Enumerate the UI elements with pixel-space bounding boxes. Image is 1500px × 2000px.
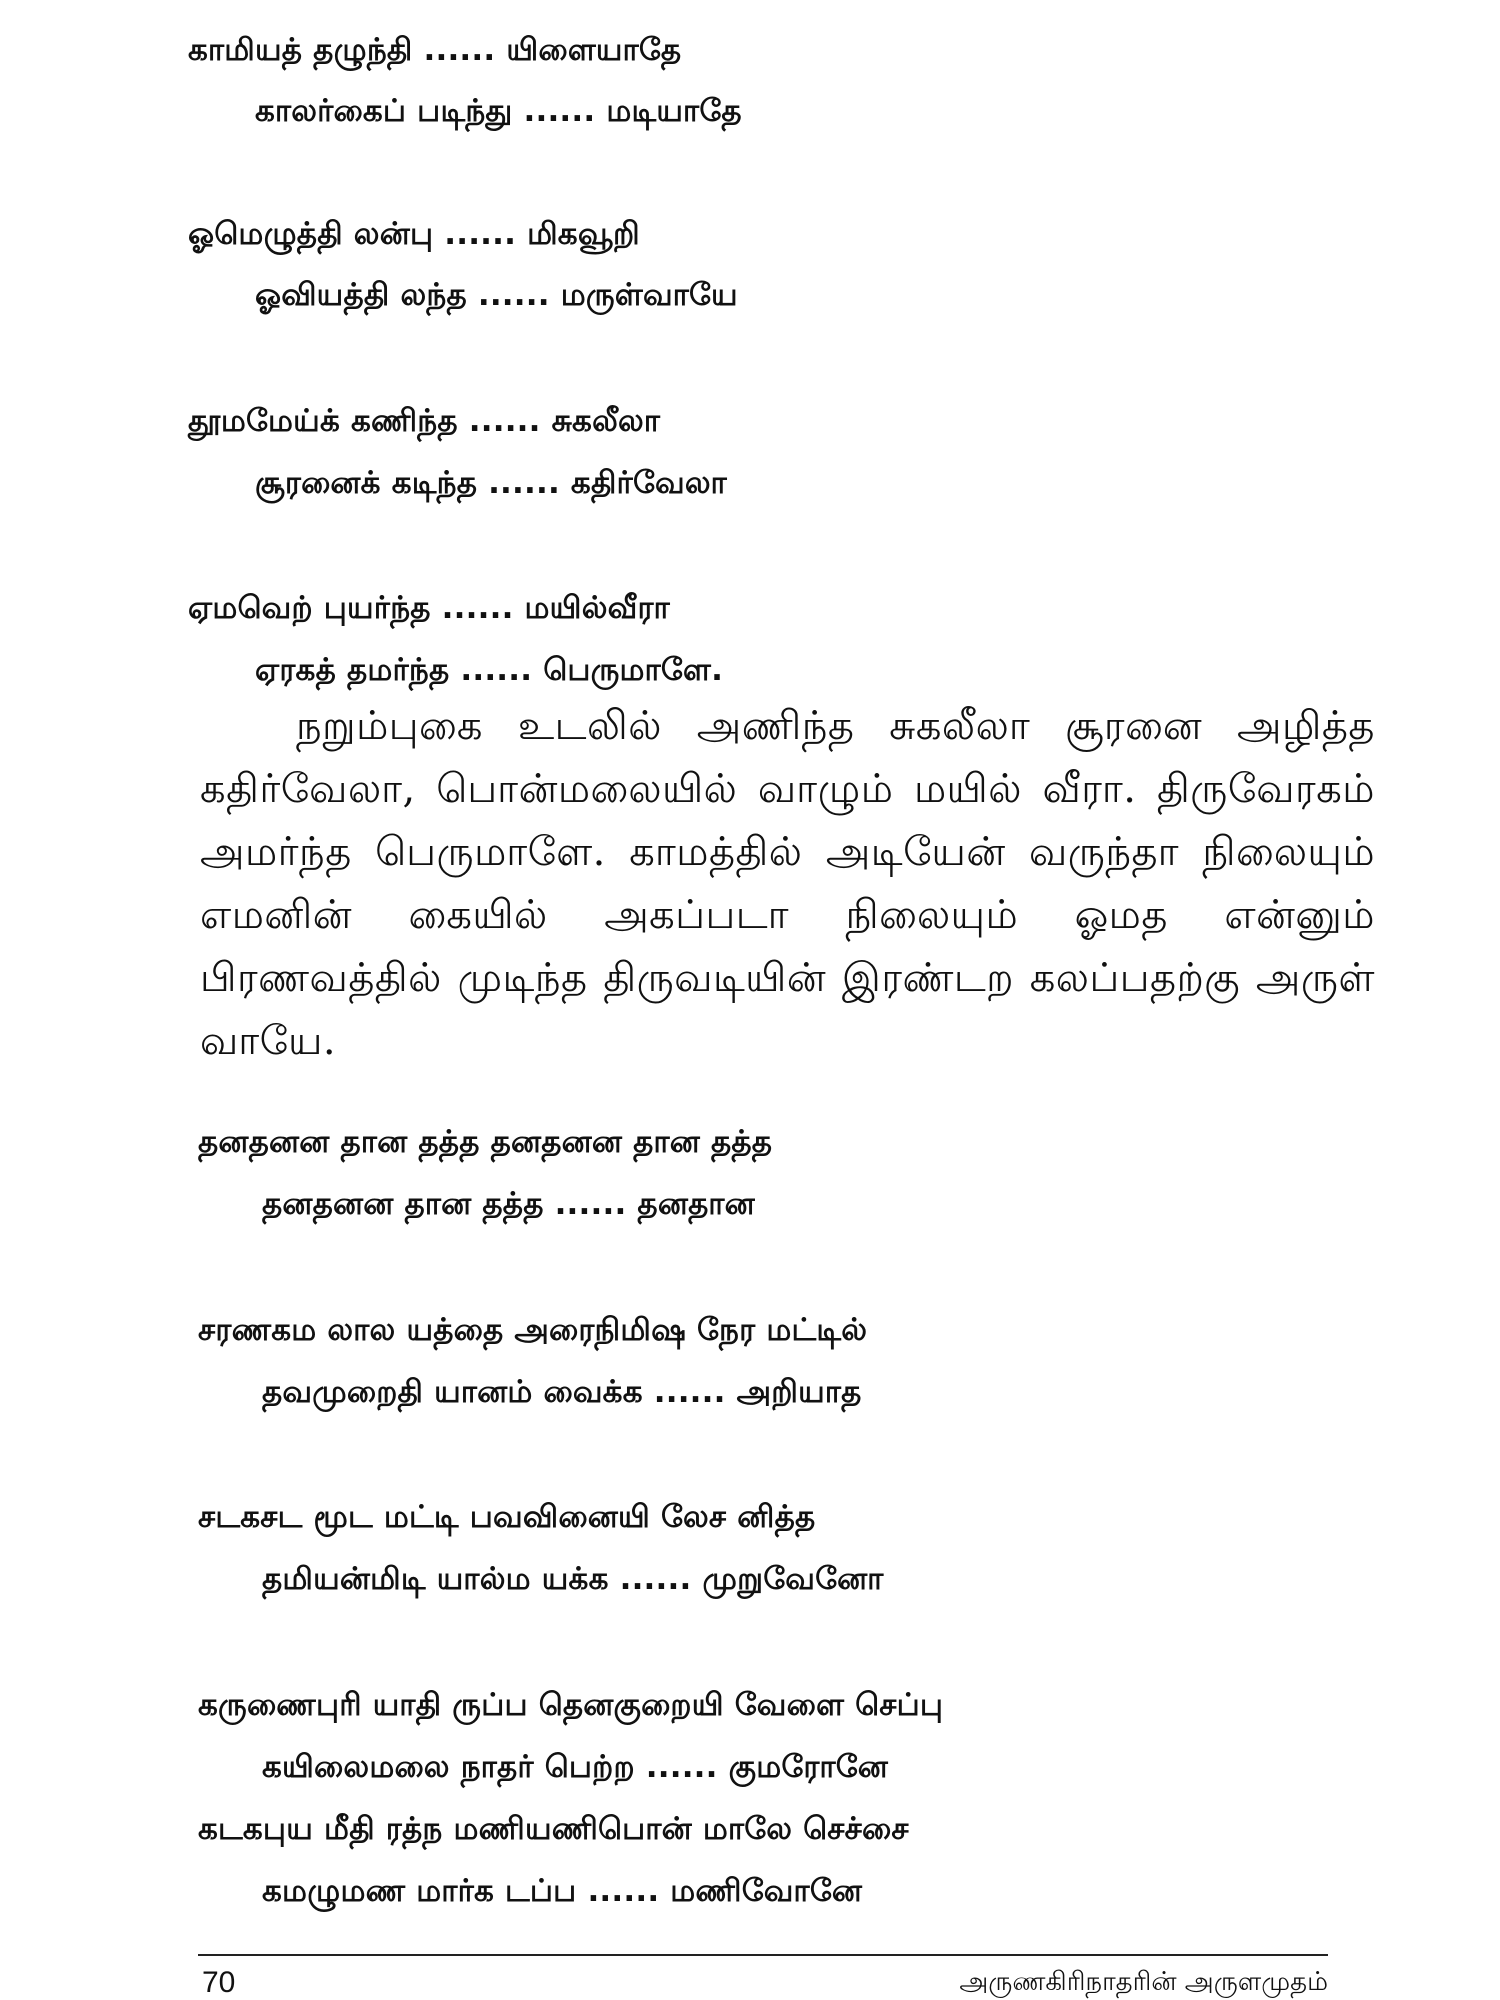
verse-line-indented: ஏரகத் தமர்ந்த ...... பெருமாளே. [255, 652, 724, 688]
prose-paragraph: நறும்புகை உடலில் அணிந்த சுகலீலா சூரனை அழித்த கதிர்வேலா, பொன்மலையில் வாழும் மயில் வீரா. திருவேரகம் அமர்ந்த பெருமாளே. காமத்தில் அடியேன் வருந்தா நிலையும் எமனின் கையில் அகப்படா நிலையும் ஓமத என்னும் பிரணவத்தில் முடிந்த திருவடியின் இரண்டற கலப்பதற்கு அருள் வாயே. [200, 703, 1375, 1064]
verse-line-indented: தவமுறைதி யானம் வைக்க ...... அறியாத [262, 1374, 862, 1410]
verse-line: தூமமேய்க் கணிந்த ...... சுகலீலா [188, 403, 661, 439]
verse-line-indented: காலர்கைப் படிந்து ...... மடியாதே [255, 93, 742, 129]
verse-line: ஏமவெற் புயர்ந்த ...... மயில்வீரா [188, 590, 670, 626]
verse-line: சடகசட மூட மட்டி பவவினையி லேச னித்த [198, 1499, 816, 1535]
verse-line: கருணைபுரி யாதி ருப்ப தெனகுறையி வேளை செப்பு [198, 1687, 944, 1723]
verse-line: கடகபுய மீதி ரத்ந மணியணிபொன் மாலே செச்சை [198, 1811, 909, 1847]
page-number: 70 [202, 1966, 236, 1999]
verse-line-indented: கயிலைமலை நாதர் பெற்ற ...... குமரோனே [262, 1749, 889, 1785]
verse-line: காமியத் தழுந்தி ...... யிளையாதே [188, 32, 682, 68]
verse-line: ஓமெழுத்தி லன்பு ...... மிகவூறி [188, 216, 640, 252]
verse-line-indented: சூரனைக் கடிந்த ...... கதிர்வேலா [255, 465, 727, 501]
verse-line: தனதனன தான தத்த தனதனன தான தத்த [198, 1124, 773, 1160]
verse-line-indented: கமழுமண மார்க டப்ப ...... மணிவோனே [262, 1873, 863, 1909]
verse-line-indented: ஓவியத்தி லந்த ...... மருள்வாயே [255, 277, 738, 313]
verse-line: சரணகம லால யத்தை அரைநிமிஷ நேர மட்டில் [198, 1312, 868, 1348]
footer-rule [198, 1954, 1328, 1956]
verse-line-indented: தனதனன தான தத்த ...... தனதான [262, 1186, 755, 1222]
verse-line-indented: தமியன்மிடி யால்ம யக்க ...... முறுவேனோ [262, 1561, 884, 1597]
running-title: அருணகிரிநாதரின் அருளமுதம் [959, 1967, 1328, 1997]
